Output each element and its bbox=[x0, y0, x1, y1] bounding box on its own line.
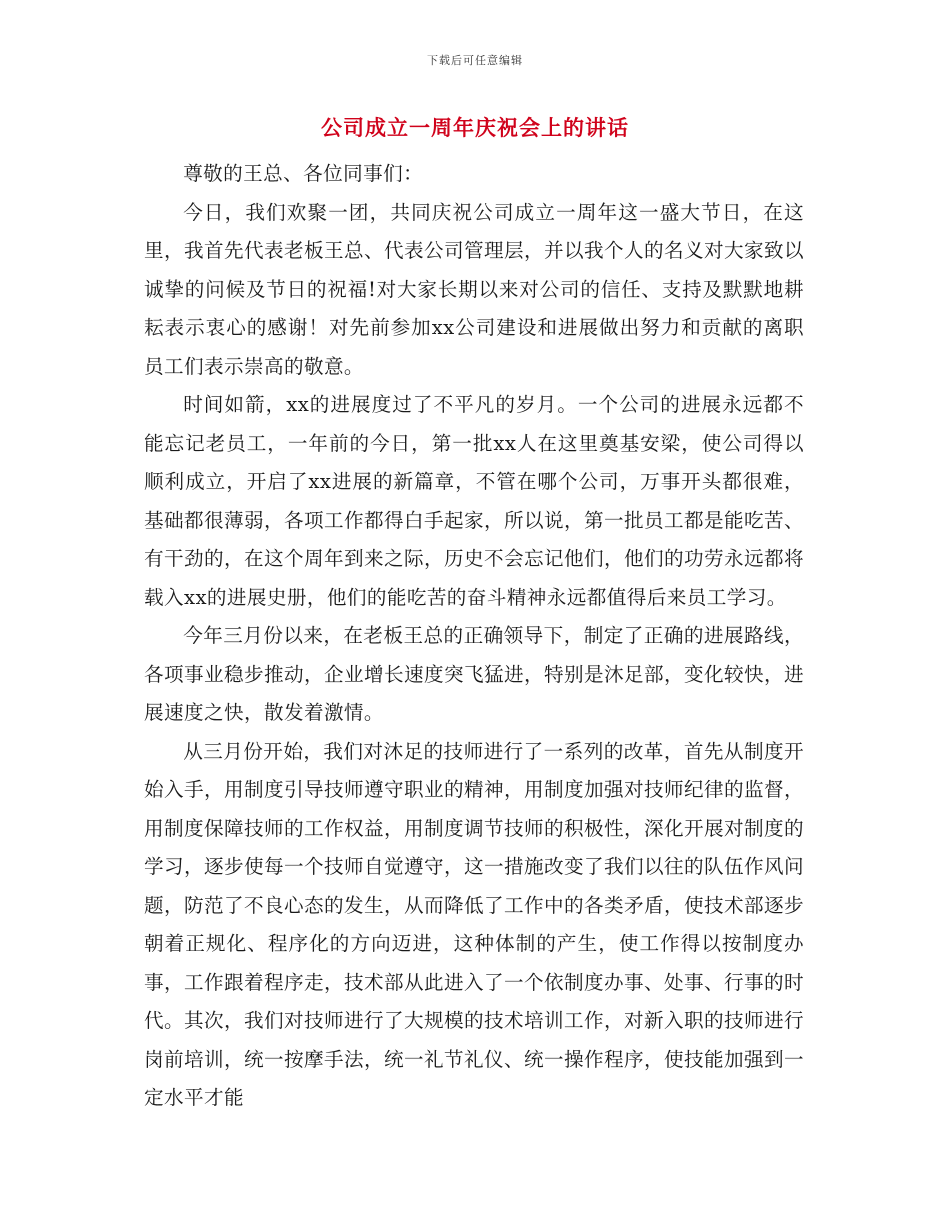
page-header-note: 下载后可任意编辑 bbox=[427, 54, 523, 67]
document-body bbox=[144, 155, 804, 1118]
paragraph-salutation: 尊敬的王总、各位同事们： bbox=[183, 162, 424, 185]
paragraph: 从三月份开始，我们对沐足的技师进行了一系列的改革，首先从制度开始入手，用制度引导技师遵守职业的精神，用制度加强对技师纪律的监督，用制度保障技师的工作权益，用制度调节技师的积极性，深化开展对制度的学习，逐步使每一个技师自觉遵守，这一措施改变了我们以往的队伍作风问题，防范了不良心态的发生，从而降低了工作中的各类矛盾，使技术部逐步朝着正规化、程序化的方向迈进，这种体制的产生，使工作得以按制度办事，工作跟着程序走，技术部从此进入了一个依制度办事、处事、行事的时代。其次，我们对技师进行了大规模的技术培训工作，对新入职的技师进行岗前培训，统一按摩手法，统一礼节礼仪、统一操作程序，使技能加强到一定水平才能 bbox=[144, 739, 804, 1109]
paragraph: 今年三月份以来，在老板王总的正确领导下，制定了正确的进展路线，各项事业稳步推动，企业增长速度突飞猛进，特别是沐足部，变化较快，进展速度之快，散发着激情。 bbox=[144, 624, 804, 724]
document-title: 公司成立一周年庆祝会上的讲话 bbox=[321, 115, 629, 140]
paragraph: 今日，我们欢聚一团，共同庆祝公司成立一周年这一盛大节日，在这里，我首先代表老板王总、代表公司管理层，并以我个人的名义对大家致以诚挚的问候及节日的祝福!对大家长期以来对公司的信任、支持及默默地耕耘表示衷心的感谢！对先前参加xx公司建设和进展做出努力和贡献的离职员工们表示崇高的敬意。 bbox=[144, 200, 804, 378]
paragraph: 时间如箭，xx的进展度过了不平凡的岁月。一个公司的进展永远都不能忘记老员工，一年前的今日，第一批xx人在这里奠基安梁，使公司得以顺利成立，开启了xx进展的新篇章，不管在哪个公司，万事开头都很难，基础都很薄弱，各项工作都得白手起家，所以说，第一批员工都是能吃苦、有干劲的，在这个周年到来之际，历史不会忘记他们，他们的功劳永远都将载入xx的进展史册，他们的能吃苦的奋斗精神永远都值得后来员工学习。 bbox=[144, 393, 804, 609]
